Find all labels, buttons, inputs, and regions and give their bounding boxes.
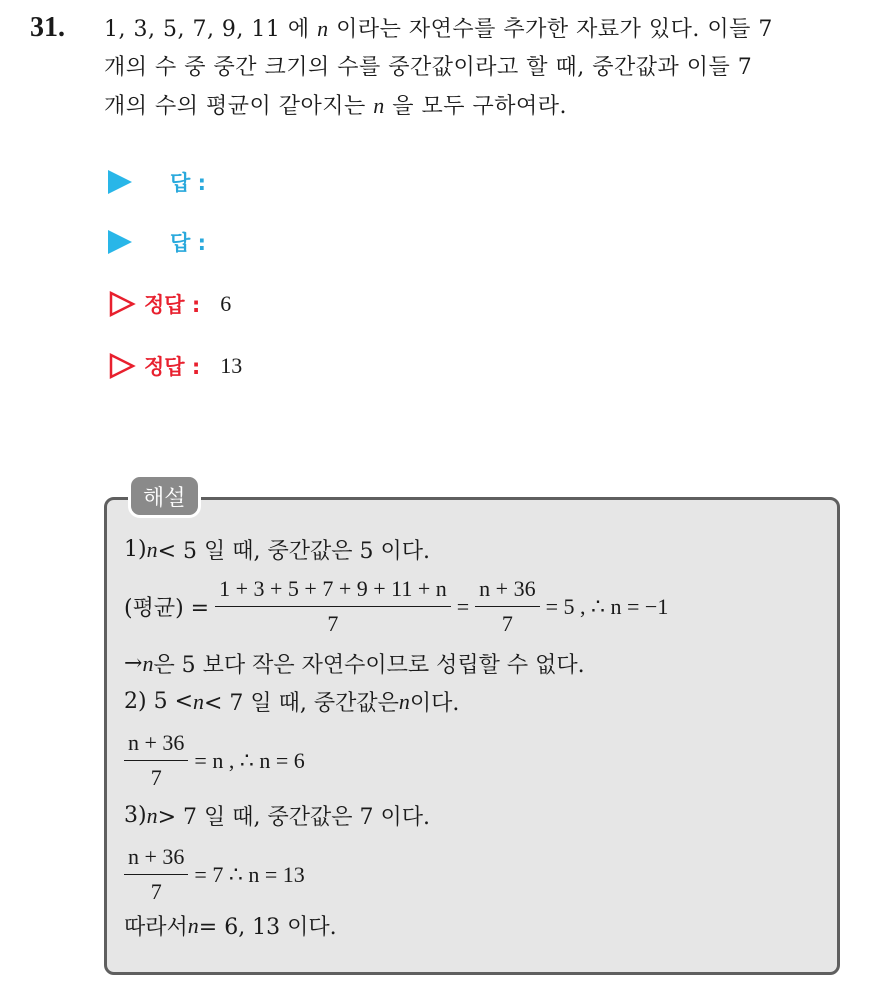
variable-n: n — [398, 688, 410, 714]
fraction-n-plus-36 — [124, 728, 188, 793]
variable-n: n — [193, 688, 204, 714]
case-1-part-b: < 5 일 때, 중간값은 5 이다. — [157, 539, 430, 564]
equals-sign: = — [456, 593, 470, 619]
question-line-3 — [104, 87, 864, 126]
solution-mean-equation — [124, 574, 668, 639]
correct-answer-row-2 — [108, 346, 242, 386]
fraction-n-plus-36 — [475, 574, 539, 639]
correct-answer-row-1 — [108, 284, 231, 324]
mean-result: = 5 , ∴ n = −1 — [545, 593, 669, 619]
fraction-denominator: 7 — [124, 874, 188, 907]
correct-answer-value: 6 — [220, 291, 232, 316]
variable-n: n — [146, 536, 158, 562]
case-3-part-a: 3) — [124, 803, 147, 828]
solution-arrow-line — [124, 648, 585, 679]
mean-label: (평균) = — [124, 596, 210, 621]
case-3-part-b: > 7 일 때, 중간값은 7 이다. — [157, 805, 430, 830]
fraction-denominator: 7 — [475, 606, 539, 639]
answer-blank-row-2 — [108, 222, 206, 262]
conclusion-part-b: = 6, 13 이다. — [198, 915, 337, 940]
answer-label: 답 : — [170, 231, 206, 255]
correct-answer-label: 정답 : — [144, 355, 201, 379]
variable-n: n — [142, 650, 154, 676]
variable-n: n — [187, 912, 199, 938]
variable-n: n — [146, 802, 158, 828]
question-line-3-part-a: 개의 수의 평균이 같아지는 — [104, 94, 374, 119]
solution-case-3 — [124, 800, 430, 831]
question-number: 31. — [30, 12, 65, 43]
play-triangle-icon — [108, 230, 132, 254]
question-line-3-part-b: 을 모두 구하여라. — [384, 94, 567, 119]
fraction-denominator: 7 — [124, 760, 188, 793]
play-triangle-icon — [108, 170, 132, 194]
answer-blank-row-1 — [108, 162, 206, 202]
case-2-result: = n , ∴ n = 6 — [194, 747, 305, 773]
arrow-part-a: → — [124, 651, 143, 676]
question-line-2: 개의 수 중 중간 크기의 수를 중간값이라고 할 때, 중간값과 이들 7 — [104, 55, 753, 80]
outline-triangle-icon — [108, 352, 136, 380]
solution-tag: 해설 — [128, 474, 201, 518]
case-2-part-c: 이다. — [409, 691, 460, 716]
solution-case-2 — [124, 686, 459, 717]
case-2-part-a: 2) 5 < — [124, 689, 193, 714]
case-2-part-b: < 7 일 때, 중간값은 — [204, 691, 399, 716]
solution-conclusion — [124, 910, 337, 941]
question-text — [104, 10, 864, 126]
fraction-denominator: 7 — [215, 606, 451, 639]
fraction-n-plus-36 — [124, 842, 188, 907]
correct-answer-label: 정답 : — [144, 293, 201, 317]
question-line-1 — [104, 10, 864, 49]
question-line-1-part-a: 1, 3, 5, 7, 9, 11 에 — [104, 17, 318, 42]
fraction-numerator: n + 36 — [128, 730, 185, 755]
correct-answer-value: 13 — [220, 353, 243, 378]
solution-case-1 — [124, 534, 430, 565]
solution-case-2-equation — [124, 728, 305, 793]
case-1-part-a: 1) — [124, 537, 147, 562]
question-line-1-part-b: 이라는 자연수를 추가한 자료가 있다. 이들 7 — [328, 17, 773, 42]
fraction-numerator: n + 36 — [128, 844, 185, 869]
variable-n: n — [317, 16, 329, 41]
fraction-sum — [215, 574, 451, 639]
arrow-part-b: 은 5 보다 작은 자연수이므로 성립할 수 없다. — [153, 653, 585, 678]
case-3-result: = 7 ∴ n = 13 — [194, 861, 305, 887]
fraction-numerator: 1 + 3 + 5 + 7 + 9 + 11 + n — [219, 576, 447, 601]
answer-label: 답 : — [170, 171, 206, 195]
conclusion-part-a: 따라서 — [124, 915, 188, 940]
variable-n: n — [373, 93, 385, 118]
outline-triangle-icon — [108, 290, 136, 318]
solution-case-3-equation — [124, 842, 305, 907]
fraction-numerator: n + 36 — [479, 576, 536, 601]
